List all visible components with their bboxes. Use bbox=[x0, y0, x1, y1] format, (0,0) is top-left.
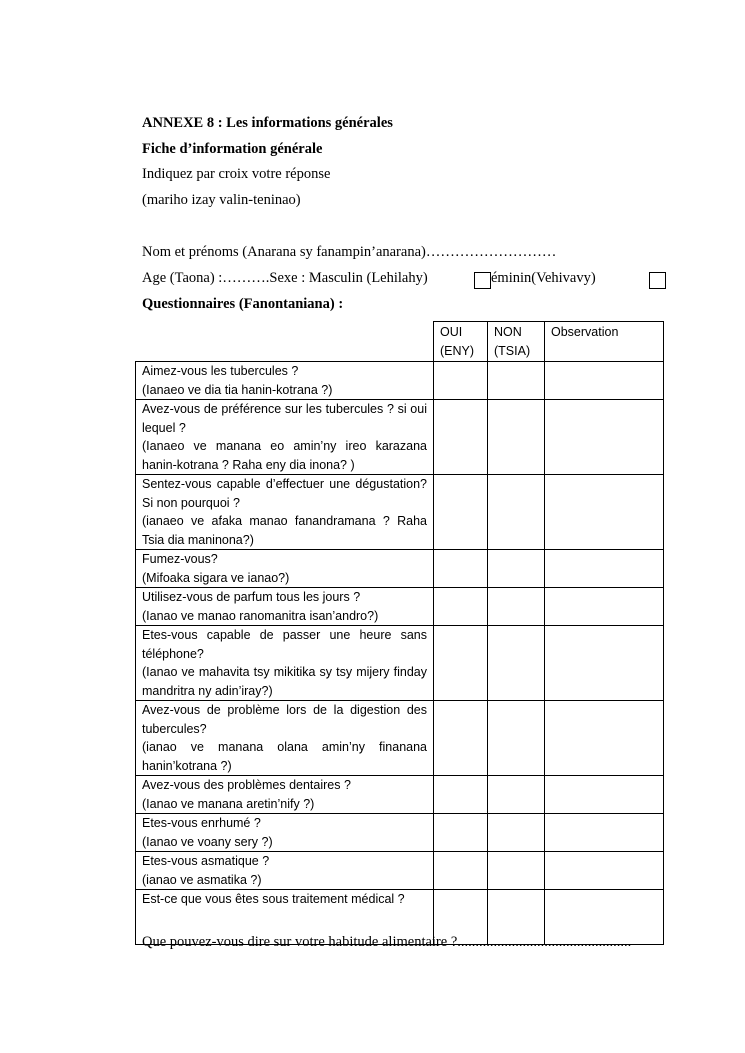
non-answer-cell[interactable] bbox=[488, 852, 545, 890]
oui-answer-cell[interactable] bbox=[434, 701, 488, 776]
oui-answer-cell[interactable] bbox=[434, 814, 488, 852]
table-row bbox=[136, 626, 664, 701]
oui-answer-cell[interactable] bbox=[434, 776, 488, 814]
table-row bbox=[136, 400, 664, 475]
question-cell: Aimez-vous les tubercules ? (Ianaeo ve dia tia hanin-kotrana ?) bbox=[136, 362, 434, 400]
form-subheading: Fiche d’information générale bbox=[142, 141, 323, 157]
feminin-checkbox[interactable] bbox=[649, 272, 666, 289]
questionnaire-table bbox=[135, 321, 664, 945]
observation-cell[interactable] bbox=[545, 701, 664, 776]
oui-answer-cell[interactable] bbox=[434, 626, 488, 701]
observation-cell[interactable] bbox=[545, 550, 664, 588]
question-cell: Etes-vous capable de passer une heure sans téléphone? (Ianao ve mahavita tsy mikitika sy tsy mijery finday mandritra ny adin’iray?) bbox=[136, 626, 434, 701]
observation-cell[interactable] bbox=[545, 362, 664, 400]
table-row bbox=[136, 475, 664, 550]
table-row bbox=[136, 852, 664, 890]
observation-cell[interactable] bbox=[545, 626, 664, 701]
table-row bbox=[136, 701, 664, 776]
observation-cell[interactable] bbox=[545, 475, 664, 550]
instruction-text: Indiquez par croix votre réponse bbox=[142, 166, 331, 182]
instruction-text-malagasy: (mariho izay valin-teninao) bbox=[142, 192, 301, 208]
observation-cell[interactable] bbox=[545, 776, 664, 814]
questionnaire-title: Questionnaires (Fanontaniana) : bbox=[142, 296, 344, 312]
question-cell: Utilisez-vous de parfum tous les jours ? (Ianao ve manao ranomanitra isan’andro?) bbox=[136, 588, 434, 626]
observation-cell[interactable] bbox=[545, 588, 664, 626]
header-empty-cell bbox=[136, 322, 434, 362]
non-answer-cell[interactable] bbox=[488, 550, 545, 588]
non-answer-cell[interactable] bbox=[488, 701, 545, 776]
non-answer-cell[interactable] bbox=[488, 814, 545, 852]
table-row bbox=[136, 588, 664, 626]
header-observation: Observation bbox=[545, 322, 664, 362]
question-cell: Avez-vous de problème lors de la digestion des tubercules? (ianao ve manana olana amin’ny finanana hanin’kotrana ?) bbox=[136, 701, 434, 776]
name-field[interactable]: Nom et prénoms (Anarana sy fanampin’anarana)……………………… bbox=[142, 244, 557, 260]
header-oui: OUI (ENY) bbox=[434, 322, 488, 362]
non-answer-cell[interactable] bbox=[488, 475, 545, 550]
non-answer-cell[interactable] bbox=[488, 626, 545, 701]
non-answer-cell[interactable] bbox=[488, 588, 545, 626]
question-cell: Fumez-vous? (Mifoaka sigara ve ianao?) bbox=[136, 550, 434, 588]
feminin-label: éminin(Vehivavy) bbox=[491, 270, 596, 286]
question-cell: Etes-vous enrhumé ? (Ianao ve voany sery ?) bbox=[136, 814, 434, 852]
non-answer-cell[interactable] bbox=[488, 400, 545, 475]
question-cell: Sentez-vous capable d’effectuer une dégustation? Si non pourquoi ? (ianaeo ve afaka manao fanandramana ? Raha Tsia dia maninona?) bbox=[136, 475, 434, 550]
oui-answer-cell[interactable] bbox=[434, 588, 488, 626]
table-row bbox=[136, 362, 664, 400]
age-sex-line: Age (Taona) :……….Sexe : Masculin (Lehilahy) bbox=[142, 270, 428, 286]
question-cell: Avez-vous de préférence sur les tubercules ? si oui lequel ? (Ianaeo ve manana eo amin’ny ireo karazana hanin-kotrana ? Raha eny dia inona? ) bbox=[136, 400, 434, 475]
annex-heading: ANNEXE 8 : Les informations générales bbox=[142, 115, 393, 131]
question-cell: Etes-vous asmatique ? (ianao ve asmatika ?) bbox=[136, 852, 434, 890]
observation-cell[interactable] bbox=[545, 400, 664, 475]
table-row bbox=[136, 814, 664, 852]
question-cell: Avez-vous des problèmes dentaires ? (Ianao ve manana aretin’nify ?) bbox=[136, 776, 434, 814]
masculin-checkbox[interactable] bbox=[474, 272, 491, 289]
table-row bbox=[136, 776, 664, 814]
oui-answer-cell[interactable] bbox=[434, 852, 488, 890]
table-header-row bbox=[136, 322, 664, 362]
non-answer-cell[interactable] bbox=[488, 362, 545, 400]
non-answer-cell[interactable] bbox=[488, 776, 545, 814]
question-cell: Est-ce que vous êtes sous traitement médical ? bbox=[136, 890, 434, 945]
footer-question[interactable]: Que pouvez-vous dire sur votre habitude alimentaire ?................................................ bbox=[142, 934, 632, 950]
oui-answer-cell[interactable] bbox=[434, 400, 488, 475]
oui-answer-cell[interactable] bbox=[434, 550, 488, 588]
observation-cell[interactable] bbox=[545, 852, 664, 890]
header-non: NON (TSIA) bbox=[488, 322, 545, 362]
oui-answer-cell[interactable] bbox=[434, 475, 488, 550]
oui-answer-cell[interactable] bbox=[434, 362, 488, 400]
observation-cell[interactable] bbox=[545, 814, 664, 852]
table-row bbox=[136, 550, 664, 588]
